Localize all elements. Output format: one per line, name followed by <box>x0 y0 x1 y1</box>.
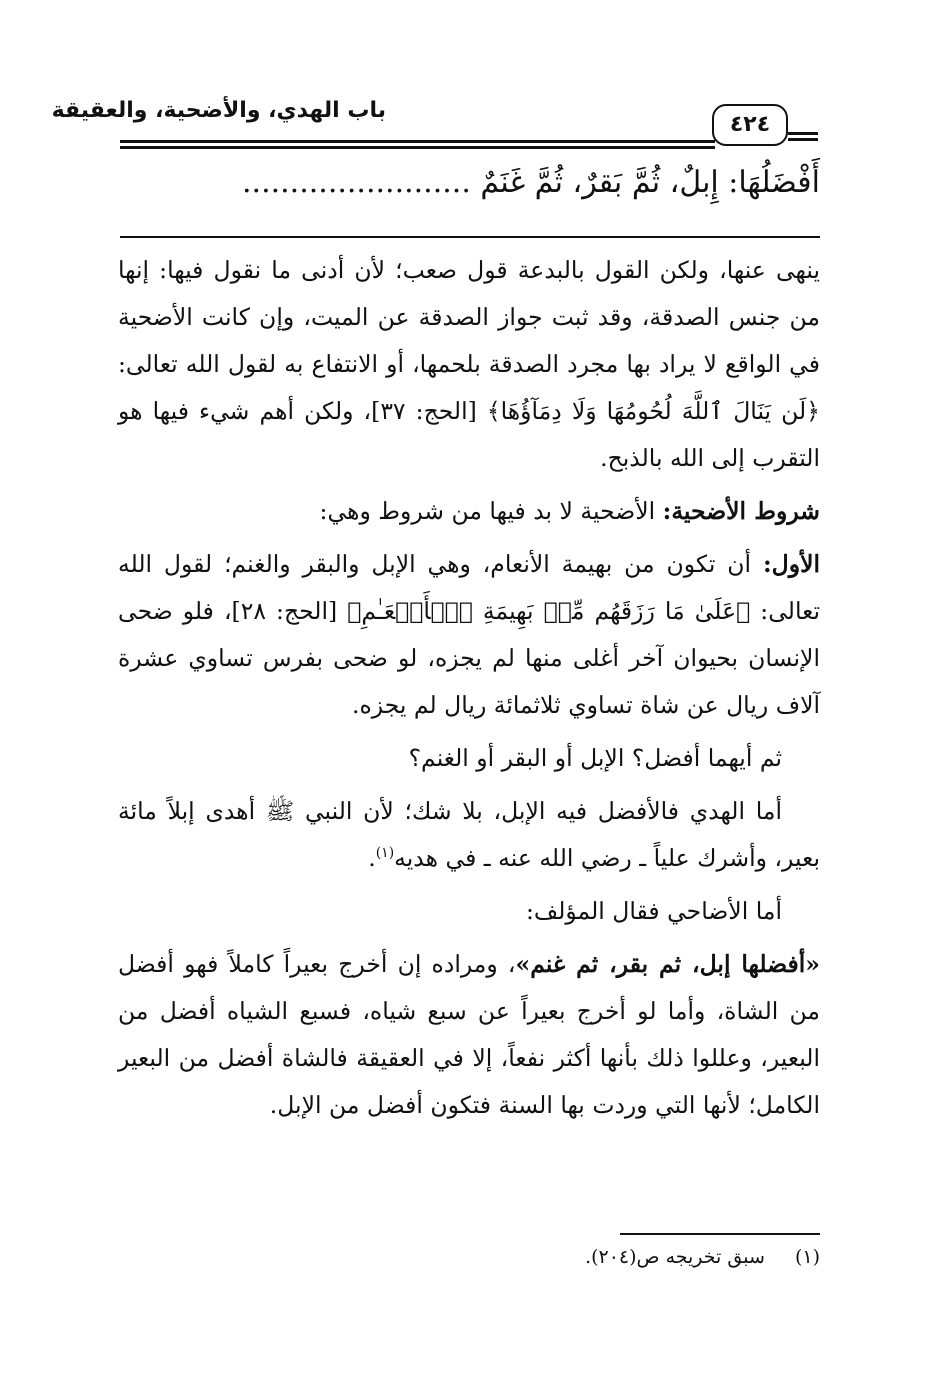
paragraph-5-end: . <box>368 844 376 872</box>
footnote <box>400 1246 820 1268</box>
matn-separator <box>120 236 820 238</box>
paragraph-2-text: الأضحية لا بد فيها من شروط وهي: <box>319 497 656 525</box>
matn-quote: «أفضلها إبل، ثم بقر، ثم غنم» <box>515 950 820 978</box>
matn-dots: ........................ <box>242 165 471 200</box>
paragraph-2 <box>118 488 820 535</box>
paragraph-7 <box>118 941 820 1129</box>
paragraph-6 <box>118 888 820 935</box>
quran-verse-2: ﴿عَلَىٰ مَا رَزَقَهُم مِّنۢ بَهِيمَةِ ٱلۡأَنۡعَـٰمِ﴾ <box>347 597 751 625</box>
header-rule-top <box>120 140 715 143</box>
commentary-body <box>118 247 820 1135</box>
paragraph-5 <box>118 788 820 882</box>
header-rule-right-top <box>788 132 818 135</box>
paragraph-3-text: أن تكون من بهيمة الأنعام، وهي الإبل والبقر والغنم؛ لقول الله تعالى: <box>118 550 820 625</box>
footnote-text: سبق تخريجه ص(٢٠٤). <box>585 1246 765 1268</box>
footnote-marker: (١) <box>375 845 395 862</box>
paragraph-6-text: أما الأضاحي فقال المؤلف: <box>525 897 782 925</box>
paragraph-1-text: ينهى عنها، ولكن القول بالبدعة قول صعب؛ لأن أدنى ما نقول فيها: إنها من جنس الصدقة، وقد ثبت جواز الصدقة عن الميت، وإن كانت الأضحية في الواقع لا يراد بها مجرد الصدقة بلحمها، أو الانتفاع به لقول الله تعالى: <box>118 256 820 378</box>
header-rule-bottom <box>120 146 715 149</box>
heading-first: الأول: <box>762 550 820 578</box>
matn-line <box>120 165 820 200</box>
quran-verse-1: ﴿لَن يَنَالَ ٱللَّهَ لُحُومُهَا وَلَا دِمَآؤُهَا﴾ <box>486 397 820 425</box>
paragraph-5-text: أما الهدي فالأفضل فيه الإبل، بلا شك؛ لأن النبي ﷺ أهدى إبلاً مائة بعير، وأشرك علياً ـ رضي الله عنه ـ في هديه <box>118 797 820 872</box>
footnote-rule <box>620 1233 820 1235</box>
header-rule-right-bottom <box>788 138 818 141</box>
paragraph-4 <box>118 735 820 782</box>
paragraph-1 <box>118 247 820 482</box>
paragraph-1-end: [الحج: ٣٧]، ولكن أهم شيء فيها هو التقرب إلى الله بالذبح. <box>118 397 820 472</box>
paragraph-3-end: [الحج: ٢٨]، فلو ضحى الإنسان بحيوان آخر أغلى منها لم يجزه، لو ضحى بفرس تساوي عشرة آلاف ريال عن شاة تساوي ثلاثمائة ريال لم يجزه. <box>118 597 820 719</box>
paragraph-3 <box>118 541 820 729</box>
paragraph-7-text: ، ومراده إن أخرج بعيراً كاملاً فهو أفضل من الشاة، وأما لو أخرج بعيراً عن سبع شياه، فسبع الشياه أفضل من البعير، وعللوا ذلك بأنها أكثر نفعاً، إلا في العقيقة فالشاة أفضل من البعير الكامل؛ لأنها التي وردت بها السنة فتكون أفضل من الإبل. <box>118 950 820 1119</box>
matn-text: أَفْضَلُهَا: إِبلٌ، ثُمَّ بَقرٌ، ثُمَّ غَنَمٌ <box>480 165 820 200</box>
running-title: باب الهدي، والأضحية، والعقيقة <box>51 98 386 123</box>
paragraph-4-text: ثم أيهما أفضل؟ الإبل أو البقر أو الغنم؟ <box>408 744 782 772</box>
footnote-number: (١) <box>794 1246 820 1268</box>
page-number: ٤٢٤ <box>712 104 788 146</box>
heading-conditions: شروط الأضحية: <box>662 497 820 525</box>
